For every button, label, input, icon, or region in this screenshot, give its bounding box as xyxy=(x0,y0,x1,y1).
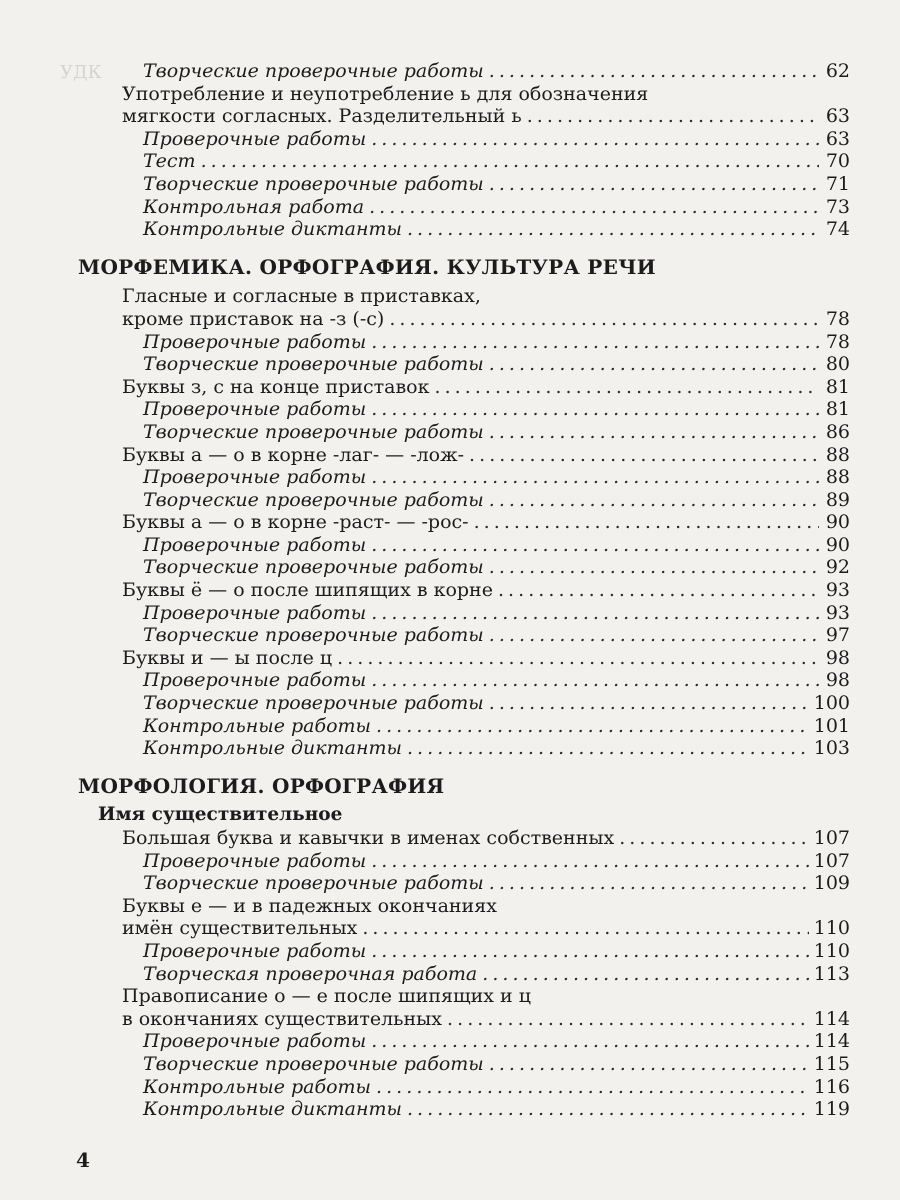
toc-page-number: 70 xyxy=(825,150,850,173)
toc-entry-title: Буквы з, с на конце приставок xyxy=(122,375,430,398)
toc-entry xyxy=(78,850,850,873)
toc-page-number: 63 xyxy=(825,127,850,150)
toc-entry-title: Творческие проверочные работы xyxy=(143,1052,484,1075)
toc-entry xyxy=(78,444,850,467)
toc-page-number: 109 xyxy=(813,872,850,895)
toc-entry-title: Творческие проверочные работы xyxy=(143,353,484,376)
toc-page-number: 90 xyxy=(825,511,850,534)
toc-page-number: 115 xyxy=(813,1052,850,1075)
toc-entry xyxy=(78,737,850,760)
toc-entry-title: Проверочные работы xyxy=(143,330,367,353)
toc-entry-title: мягкости согласных. Разделительный ь xyxy=(122,105,522,128)
dot-leader xyxy=(489,60,819,83)
toc-page-number: 62 xyxy=(825,60,850,82)
toc-entry xyxy=(78,985,850,1008)
dot-leader xyxy=(435,376,820,399)
toc-entry-title: Буквы а — о в корне -раст- — -рос- xyxy=(122,511,469,534)
toc-page-number: 80 xyxy=(825,353,850,376)
toc-page-number: 119 xyxy=(813,1098,850,1121)
toc-entry-title: Проверочные работы xyxy=(143,398,367,421)
toc-entry-title: Творческие проверочные работы xyxy=(143,488,484,511)
toc-entry xyxy=(78,466,850,489)
dot-leader xyxy=(376,715,809,738)
subsection-heading xyxy=(78,804,850,827)
toc-entry-title: Творческие проверочные работы xyxy=(143,624,484,647)
toc-entry xyxy=(78,579,850,602)
dot-leader xyxy=(489,692,809,715)
toc-entry xyxy=(78,1030,850,1053)
toc-page-number: 110 xyxy=(813,939,850,962)
toc-entry xyxy=(78,715,850,738)
toc-entry xyxy=(78,60,850,83)
toc-page-number: 107 xyxy=(813,849,850,872)
toc-entry-title: Буквы а — о в корне -лаг- — -лож- xyxy=(122,443,465,466)
toc-entry-title: Буквы ё — о после шипящих в корне xyxy=(122,579,493,602)
dot-leader xyxy=(407,737,809,760)
toc-entry-title: Проверочные работы xyxy=(143,533,367,556)
dot-leader xyxy=(371,534,819,557)
toc-entry-title: Проверочные работы xyxy=(143,849,367,872)
toc-entry-title: Контрольные диктанты xyxy=(143,218,402,241)
dot-leader xyxy=(489,421,819,444)
dot-leader xyxy=(201,150,819,173)
toc-entry xyxy=(78,398,850,421)
toc-entry-title: Правописание о — е после шипящих и ц xyxy=(122,985,531,1008)
table-of-contents xyxy=(78,60,850,1121)
toc-entry-title: Имя существительное xyxy=(98,804,343,826)
dot-leader xyxy=(489,1053,809,1076)
toc-entry-title: Контрольные работы xyxy=(143,1075,372,1098)
toc-entry xyxy=(78,353,850,376)
dot-leader xyxy=(371,331,819,354)
toc-page-number: 81 xyxy=(825,398,850,421)
dot-leader xyxy=(371,128,819,151)
dot-leader xyxy=(369,196,819,219)
dot-leader xyxy=(489,872,809,895)
toc-entry-title: Буквы е — и в падежных окончаниях xyxy=(122,894,497,917)
dot-leader xyxy=(482,963,809,986)
toc-page-number: 89 xyxy=(825,488,850,511)
dot-leader xyxy=(489,556,819,579)
toc-entry xyxy=(78,1098,850,1121)
toc-entry xyxy=(78,331,850,354)
toc-entry xyxy=(78,376,850,399)
toc-entry-title: Тест xyxy=(143,150,196,173)
toc-entry xyxy=(78,173,850,196)
toc-entry-title: Большая буква и кавычки в именах собственных xyxy=(122,827,615,849)
toc-page-number: 88 xyxy=(825,466,850,489)
dot-leader xyxy=(489,624,819,647)
toc-entry-title: Проверочные работы xyxy=(143,1030,367,1053)
toc-page-number: 78 xyxy=(825,330,850,353)
toc-entry xyxy=(78,511,850,534)
toc-entry xyxy=(78,872,850,895)
toc-entry xyxy=(78,647,850,670)
toc-entry xyxy=(78,150,850,173)
toc-page-number: 113 xyxy=(813,962,850,985)
toc-entry xyxy=(78,218,850,241)
dot-leader xyxy=(376,1076,809,1099)
toc-entry-title: Творческие проверочные работы xyxy=(143,172,484,195)
toc-entry-title: Проверочные работы xyxy=(143,127,367,150)
toc-entry-title: в окончаниях существительных xyxy=(122,1007,443,1030)
section-heading xyxy=(78,256,850,279)
toc-page-number: 81 xyxy=(825,375,850,398)
dot-leader xyxy=(619,827,809,850)
dot-leader xyxy=(407,218,819,241)
toc-entry-title: имён существительных xyxy=(122,917,358,940)
toc-page-number: 98 xyxy=(825,646,850,669)
toc-entry-title: Контрольные работы xyxy=(143,714,372,737)
toc-entry xyxy=(78,895,850,918)
toc-entry-title: Проверочные работы xyxy=(143,669,367,692)
toc-entry xyxy=(78,308,850,331)
toc-page-number: 71 xyxy=(825,172,850,195)
dot-leader xyxy=(407,1098,809,1121)
toc-page-number: 90 xyxy=(825,533,850,556)
toc-entry xyxy=(78,827,850,850)
dot-leader xyxy=(371,669,819,692)
toc-page-number: 98 xyxy=(825,669,850,692)
toc-page-number: 101 xyxy=(813,714,850,737)
toc-entry xyxy=(78,963,850,986)
toc-page-number: 103 xyxy=(813,737,850,760)
toc-entry xyxy=(78,1076,850,1099)
dot-leader xyxy=(337,647,819,670)
dot-leader xyxy=(371,466,819,489)
toc-entry-title: Творческие проверочные работы xyxy=(143,872,484,895)
dot-leader xyxy=(469,444,819,467)
toc-page-number: 114 xyxy=(813,1030,850,1053)
toc-entry xyxy=(78,285,850,308)
toc-entry-title: Контрольные диктанты xyxy=(143,737,402,760)
dot-leader xyxy=(489,353,819,376)
toc-entry xyxy=(78,105,850,128)
toc-entry-title: Буквы и — ы после ц xyxy=(122,646,333,669)
dot-leader xyxy=(371,398,819,421)
dot-leader xyxy=(371,940,809,963)
toc-page-number: 73 xyxy=(825,195,850,218)
dot-leader xyxy=(371,850,809,873)
toc-entry-title: Гласные и согласные в приставках, xyxy=(122,285,481,308)
toc-entry xyxy=(78,940,850,963)
toc-entry xyxy=(78,556,850,579)
page-number: 4 xyxy=(76,1148,90,1172)
dot-leader xyxy=(447,1008,809,1031)
toc-entry xyxy=(78,534,850,557)
toc-entry-title: Творческие проверочные работы xyxy=(143,692,484,715)
dot-leader xyxy=(474,511,819,534)
dot-leader xyxy=(362,917,808,940)
toc-page-number: 114 xyxy=(813,1007,850,1030)
bleed-through-text: УДК xyxy=(60,62,102,83)
toc-entry-title: Творческие проверочные работы xyxy=(143,420,484,443)
toc-entry xyxy=(78,83,850,106)
toc-page-number: 93 xyxy=(825,579,850,602)
toc-entry-title: МОРФЕМИКА. ОРФОГРАФИЯ. КУЛЬТУРА РЕЧИ xyxy=(78,254,656,279)
dot-leader xyxy=(489,489,819,512)
toc-entry-title: Проверочные работы xyxy=(143,601,367,624)
toc-page-number: 100 xyxy=(813,692,850,715)
toc-entry-title: Творческая проверочная работа xyxy=(143,962,478,985)
toc-entry xyxy=(78,692,850,715)
toc-entry-title: Употребление и неупотребление ь для обозначения xyxy=(122,82,649,105)
toc-entry-title: МОРФОЛОГИЯ. ОРФОГРАФИЯ xyxy=(78,773,445,798)
toc-entry xyxy=(78,196,850,219)
toc-entry-title: Проверочные работы xyxy=(143,939,367,962)
toc-page-number: 116 xyxy=(813,1075,850,1098)
toc-entry xyxy=(78,421,850,444)
toc-page-number: 86 xyxy=(825,420,850,443)
toc-entry xyxy=(78,669,850,692)
dot-leader xyxy=(498,579,819,602)
toc-page-number: 107 xyxy=(813,827,850,849)
toc-entry xyxy=(78,128,850,151)
toc-page-number: 74 xyxy=(825,218,850,241)
toc-page-number: 93 xyxy=(825,601,850,624)
toc-page-number: 78 xyxy=(825,307,850,330)
toc-page-number: 63 xyxy=(825,105,850,128)
toc-page-number: 110 xyxy=(813,917,850,940)
section-heading xyxy=(78,775,850,798)
toc-entry-title: Контрольная работа xyxy=(143,195,365,218)
toc-entry-title: Проверочные работы xyxy=(143,466,367,489)
toc-entry xyxy=(78,1053,850,1076)
toc-entry xyxy=(78,1008,850,1031)
toc-page-number: 88 xyxy=(825,443,850,466)
dot-leader xyxy=(389,308,819,331)
dot-leader xyxy=(371,1030,809,1053)
toc-entry-title: Творческие проверочные работы xyxy=(143,60,484,82)
toc-page-number: 92 xyxy=(825,556,850,579)
toc-entry-title: Творческие проверочные работы xyxy=(143,556,484,579)
toc-entry-title: кроме приставок на -з (-с) xyxy=(122,307,385,330)
toc-entry xyxy=(78,624,850,647)
toc-entry xyxy=(78,602,850,625)
dot-leader xyxy=(527,105,819,128)
dot-leader xyxy=(371,602,819,625)
toc-entry-title: Контрольные диктанты xyxy=(143,1098,402,1121)
toc-page-number: 97 xyxy=(825,624,850,647)
toc-entry xyxy=(78,489,850,512)
toc-entry xyxy=(78,917,850,940)
dot-leader xyxy=(489,173,819,196)
